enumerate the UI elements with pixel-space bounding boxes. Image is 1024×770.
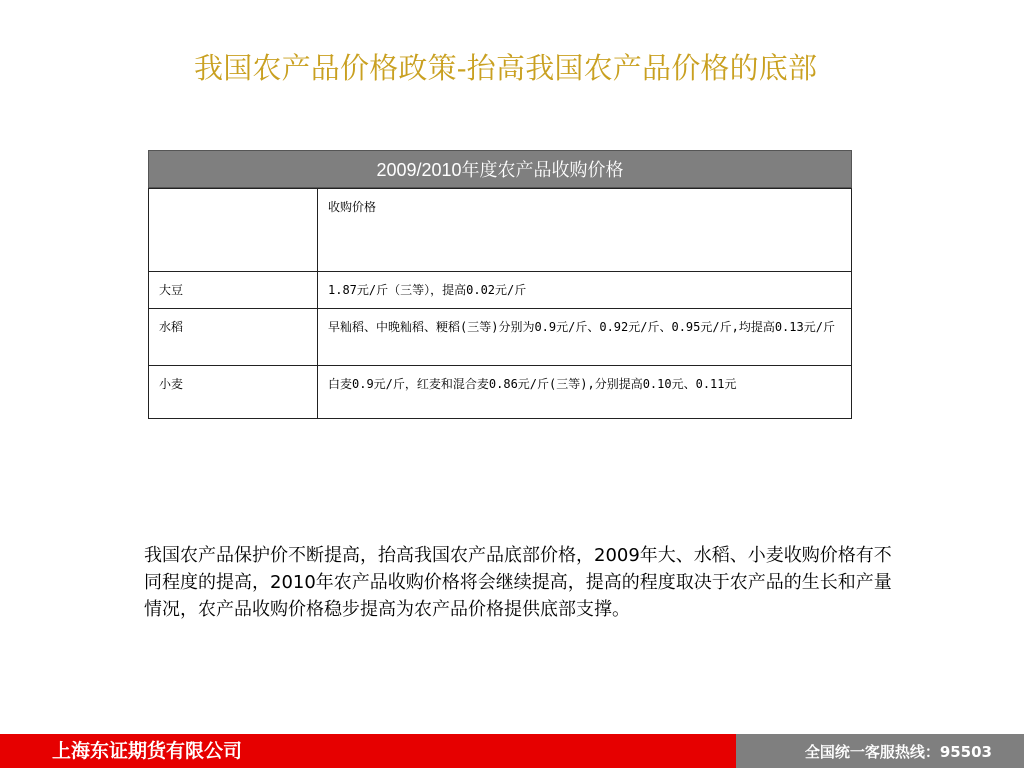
table-row [149, 272, 852, 309]
crop-price-cell: 早籼稻、中晚籼稻、粳稻(三等)分别为0.9元/斤、0.92元/斤、0.95元/斤,均提高0.13元/斤 [318, 309, 852, 366]
footer-hotline: 全国统一客服热线：95503 [804, 743, 992, 761]
table-header-row [149, 189, 852, 272]
crop-price-cell: 白麦0.9元/斤，红麦和混合麦0.86元/斤(三等),分别提高0.10元、0.11元 [318, 366, 852, 419]
crop-name-cell: 大豆 [149, 272, 318, 309]
crop-price-cell: 1.87元/斤（三等），提高0.02元/斤 [318, 272, 852, 309]
crop-name-cell: 小麦 [149, 366, 318, 419]
crop-name-cell: 水稻 [149, 309, 318, 366]
footer-company-bar [0, 734, 736, 768]
footer-company-name: 上海东证期货有限公司 [52, 740, 243, 762]
slide-title: 我国农产品价格政策-抬高我国农产品价格的底部 [194, 51, 818, 85]
footer-hotline-bar [736, 734, 1024, 768]
table-row [149, 309, 852, 366]
table-row [149, 366, 852, 419]
price-table-container [148, 150, 852, 419]
table-header-cell-price: 收购价格 [318, 189, 852, 272]
table-caption: 2009/2010年度农产品收购价格 [148, 150, 852, 188]
price-table [148, 188, 852, 419]
body-paragraph: 我国农产品保护价不断提高，抬高我国农产品底部价格，2009年大、水稻、小麦收购价格有不同程度的提高，2010年农产品收购价格将会继续提高，提高的程度取决于农产品的生长和产量情况，农产品收购价格稳步提高为农产品价格提供底部支撑。 [144, 545, 892, 620]
table-header-cell-empty [149, 189, 318, 272]
